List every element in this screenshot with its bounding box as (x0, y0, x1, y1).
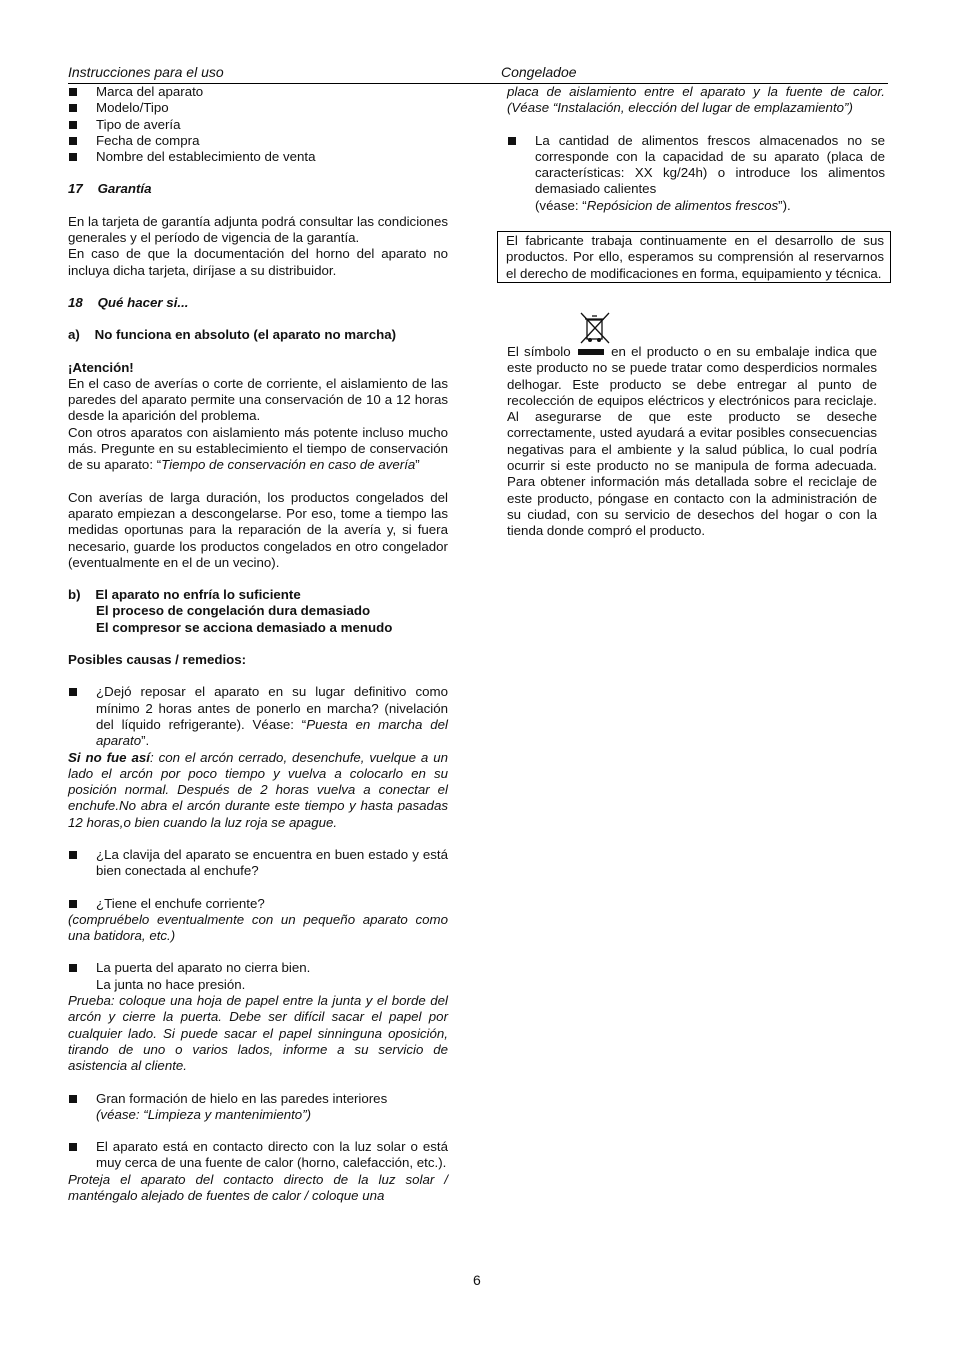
weee-paragraph: El símbolo en el producto o en su embalaje indica que este producto no se puede tratar como desperdicios normales delhogar. Este producto se debe entregar al punto de recolección de equipos eléctricos y electrónicos para reciclaje. Al asegurarse de que este producto se deseche correctamente, usted ayudará a evitar posibles consecuencias negativas para el ambiente y la salud pública, lo cual podría ocurrir si este producto no se manipula de forma adecuada. Para obtener información más detallada sobre el reciclaje de este producto, póngase en contacto con la administración de su ciudad, con su servicio de desechos del hogar o con la tienda donde compró el producto. (507, 344, 878, 539)
list-item: Marca del aparato (68, 84, 448, 100)
section-18-title: 18 Qué hacer si... (68, 294, 189, 310)
right-column (507, 84, 885, 214)
guarantee-paragraph-2: En caso de que la documentación del horno del aparato no incluya dicha tarjeta, diríjase a su distribuidor. (68, 246, 448, 278)
case-b-title-line-3: El compresor se acciona demasiado a menudo (96, 619, 393, 635)
list-item: Nombre del establecimiento de venta (68, 149, 448, 165)
list-item: Tipo de avería (68, 117, 448, 133)
cause-item: El aparato está en contacto directo con la luz solar o está muy cerca de una fuente de calor (horno, calefacción, etc.). (68, 1139, 448, 1172)
crossed-out-bin-icon (578, 311, 612, 345)
manufacturer-notice: El fabricante trabaja continuamente en el desarrollo de sus productos. Por ello, esperamos su comprensión al reservarnos el derecho de modificaciones en forma, equipamiento y técnica. (497, 231, 891, 283)
case-a-paragraph-1: En el caso de averías o corte de corriente, el aislamiento de las paredes del aparato permite una conservación de 10 a 12 horas desde la aparición del problema. (68, 375, 448, 424)
causes-heading: Posibles causas / remedios: (68, 652, 247, 668)
cause-item: ¿Tiene el enchufe corriente? (68, 896, 448, 912)
cause-note: Prueba: coloque una hoja de papel entre la junta y el borde del arcón y cierre la puerta. Debe ser difícil sacar el papel por cualquier lado. Si puede sacar el papel sinninguna oposición, tirando de uno o varios lados, informe a su servicio de asistencia al cliente. (68, 993, 448, 1074)
header-right: Congeladoe (501, 64, 577, 80)
header-left: Instrucciones para el uso (68, 64, 224, 80)
case-b-title-line-2: El proceso de congelación dura demasiado (96, 603, 371, 619)
page-number: 6 (473, 1272, 481, 1288)
cause-note: (véase: “Limpieza y mantenimiento”) (96, 1106, 312, 1122)
cause-reference: (véase: “Repósicion de alimentos frescos”). (535, 197, 791, 213)
black-bar-symbol-icon (578, 349, 604, 355)
cause-note-continued: placa de aislamiento entre el aparato y la fuente de calor. (Véase “Instalación, elección del lugar de emplazamiento”) (507, 84, 885, 116)
attention-label: ¡Atención! (68, 359, 134, 375)
cause-item: Gran formación de hielo en las paredes interiores (68, 1091, 448, 1107)
cause-note: Si no fue así: con el arcón cerrado, desenchufe, vuelque a un lado el arcón por poco tiempo y vuelva a colocarlo en su posición normal. Después de 2 horas vuelva a conectar el enchufe.No abra el arcón durante este tiempo y hasta pasadas 12 horas,o bien cuando la luz roja se apague. (68, 749, 448, 830)
case-a-paragraph-3: Con averías de larga duración, los productos congelados del aparato empiezan a descongelarse. Por eso, tome a tiempo las medidas oportunas para la reparación de la avería y, si fuera necesario, guarde los productos congelados en otro congelador (eventualmente en el de un vecino). (68, 489, 448, 570)
cause-item: La puerta del aparato no cierra bien. (68, 960, 448, 976)
cause-item: La cantidad de alimentos frescos almacenados no se corresponde con la capacidad de su aparato (placa de características: XX kg/24h) o introduce los alimentos demasiado calientes (507, 133, 885, 198)
case-a-paragraph-2: Con otros aparatos con aislamiento más potente incluso mucho más. Pregunte en su establecimiento el tiempo de conservación de su aparato: “Tiempo de conservación en caso de avería” (68, 424, 448, 473)
section-17-title: 17 Garantía (68, 181, 152, 197)
cause-item-line-2: La junta no hace presión. (96, 976, 246, 992)
guarantee-paragraph: En la tarjeta de garantía adjunta podrá consultar las condiciones generales y el período de vigencia de la garantía. (68, 213, 448, 246)
cause-note: Proteja el aparato del contacto directo de la luz solar / manténgalo alejado de fuentes de calor / coloque una (68, 1171, 448, 1204)
case-b-title: b) El aparato no enfría lo suficiente (68, 587, 301, 603)
left-column (68, 84, 448, 1204)
cause-item: ¿La clavija del aparato se encuentra en buen estado y está bien conectada al enchufe? (68, 847, 448, 880)
cause-note: (compruébelo eventualmente con un pequeño aparato como una batidora, etc.) (68, 911, 448, 944)
list-item: Modelo/Tipo (68, 100, 448, 116)
case-a-title: a) No funciona en absoluto (el aparato no marcha) (68, 327, 397, 343)
list-item: Fecha de compra (68, 133, 448, 149)
cause-item: ¿Dejó reposar el aparato en su lugar definitivo como mínimo 2 horas antes de ponerlo en marcha? (nivelación del líquido refrigerante). Véase: “Puesta en marcha del aparato”. (68, 684, 448, 749)
